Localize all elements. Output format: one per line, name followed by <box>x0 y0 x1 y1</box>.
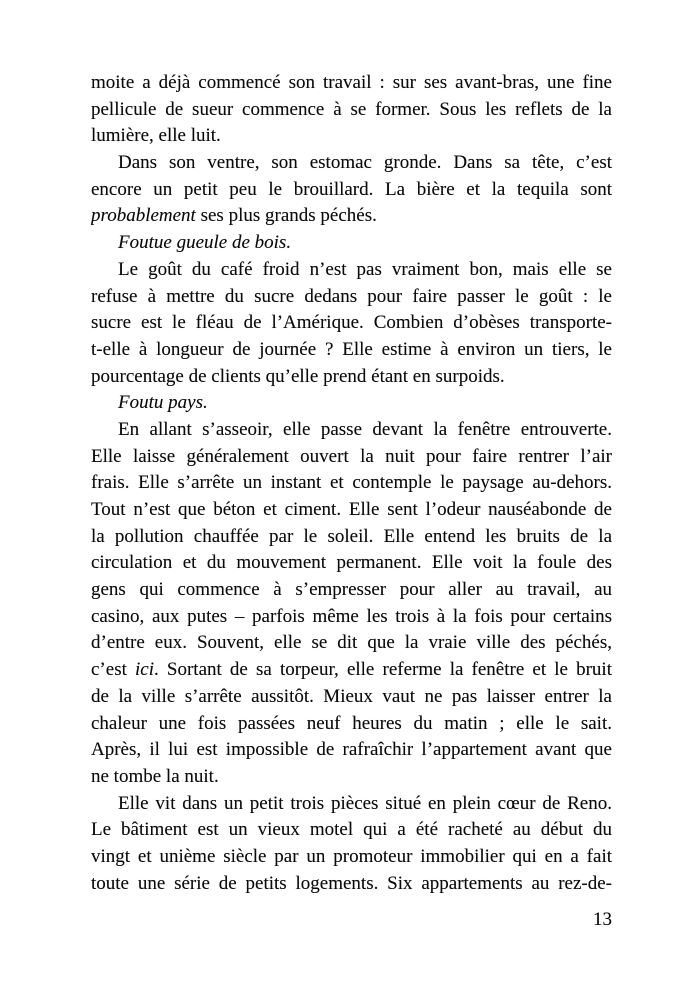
text-line <box>91 470 612 497</box>
text-line <box>91 497 612 524</box>
text-segment: refuse à mettre du sucre dedans pour faire passer le goût : le <box>91 285 612 307</box>
text-line <box>91 417 612 444</box>
text-segment: pellicule de sueur commence à se former. Sous les reflets de la <box>91 98 612 120</box>
italic-text-segment: Foutu pays. <box>118 392 208 414</box>
text-line <box>91 310 612 337</box>
text-segment: lumière, elle luit. <box>91 125 221 147</box>
text-segment: frais. Elle s’arrête un instant et contemple le paysage au-dehors. <box>91 472 612 494</box>
text-segment: Elle laisse généralement ouvert la nuit pour faire rentrer l’air <box>91 445 612 467</box>
text-segment: c’est <box>91 659 136 681</box>
text-line <box>91 123 612 150</box>
text-segment: vingt et unième siècle par un promoteur immobilier qui en a fait <box>91 845 612 867</box>
text-line <box>91 711 612 738</box>
text-line <box>91 364 612 391</box>
text-segment: casino, aux putes – parfois même les trois à la fois pour certains <box>91 605 612 627</box>
text-segment: circulation et du mouvement permanent. Elle voit la foule des <box>91 552 612 574</box>
text-line <box>91 791 612 818</box>
italic-text-segment: Foutue gueule de bois. <box>118 232 292 254</box>
text-line <box>91 337 612 364</box>
text-line <box>91 203 612 230</box>
text-segment: ses plus grands péchés. <box>195 205 377 227</box>
text-segment: Le bâtiment est un vieux motel qui a été racheté au début du <box>91 819 612 841</box>
text-segment: Le goût du café froid n’est pas vraiment bon, mais elle se <box>118 258 612 280</box>
text-line <box>91 737 612 764</box>
text-line <box>91 150 612 177</box>
text-segment: d’entre eux. Souvent, elle se dit que la vraie ville des péchés, <box>91 632 612 654</box>
text-segment: chaleur une fois passées neuf heures du matin ; elle le sait. <box>91 712 612 734</box>
text-line <box>91 550 612 577</box>
text-segment: pourcentage de clients qu’elle prend étant en surpoids. <box>91 365 505 387</box>
text-segment: t-elle à longueur de journée ? Elle estime à environ un tiers, le <box>91 338 612 360</box>
text-line <box>91 657 612 684</box>
text-line <box>91 284 612 311</box>
text-segment: gens qui commence à s’empresser pour aller au travail, au <box>91 579 612 601</box>
text-segment: la pollution chauffée par le soleil. Elle entend les bruits de la <box>91 525 612 547</box>
text-line <box>91 390 612 417</box>
text-segment: Elle vit dans un petit trois pièces situé en plein cœur de Reno. <box>118 792 612 814</box>
text-line <box>91 230 612 257</box>
text-line <box>91 70 612 97</box>
text-line <box>91 764 612 791</box>
text-line <box>91 817 612 844</box>
italic-text-segment: probablement <box>91 205 196 227</box>
text-line <box>91 257 612 284</box>
text-line <box>91 577 612 604</box>
italic-text-segment: ici <box>135 659 155 681</box>
page-number: 13 <box>593 909 612 930</box>
text-segment: toute une série de petits logements. Six appartements au rez-de- <box>91 872 612 894</box>
text-segment: encore un petit peu le brouillard. La bière et la tequila sont <box>91 178 612 200</box>
text-line <box>91 444 612 471</box>
text-line <box>91 524 612 551</box>
text-line <box>91 684 612 711</box>
text-segment: ne tombe la nuit. <box>91 765 219 787</box>
text-segment: En allant s’asseoir, elle passe devant la fenêtre entrouverte. <box>118 418 612 440</box>
text-line <box>91 177 612 204</box>
text-line <box>91 871 612 898</box>
text-segment: Tout n’est que béton et ciment. Elle sent l’odeur nauséabonde de <box>91 499 612 520</box>
text-block <box>91 70 612 897</box>
text-line <box>91 844 612 871</box>
text-segment: de la ville s’arrête aussitôt. Mieux vaut ne pas laisser entrer la <box>91 685 612 707</box>
text-segment: sucre est le fléau de l’Amérique. Combien d’obèses transporte- <box>91 312 612 334</box>
text-segment: . Sortant de sa torpeur, elle referme la fenêtre et le bruit <box>154 659 612 681</box>
text-line <box>91 604 612 631</box>
text-line <box>91 630 612 657</box>
text-segment: Après, il lui est impossible de rafraîchir l’appartement avant que <box>91 739 612 761</box>
text-segment: moite a déjà commencé son travail : sur ses avant-bras, une fine <box>91 72 612 93</box>
text-line <box>91 97 612 124</box>
text-segment: Dans son ventre, son estomac gronde. Dans sa tête, c’est <box>118 152 612 174</box>
